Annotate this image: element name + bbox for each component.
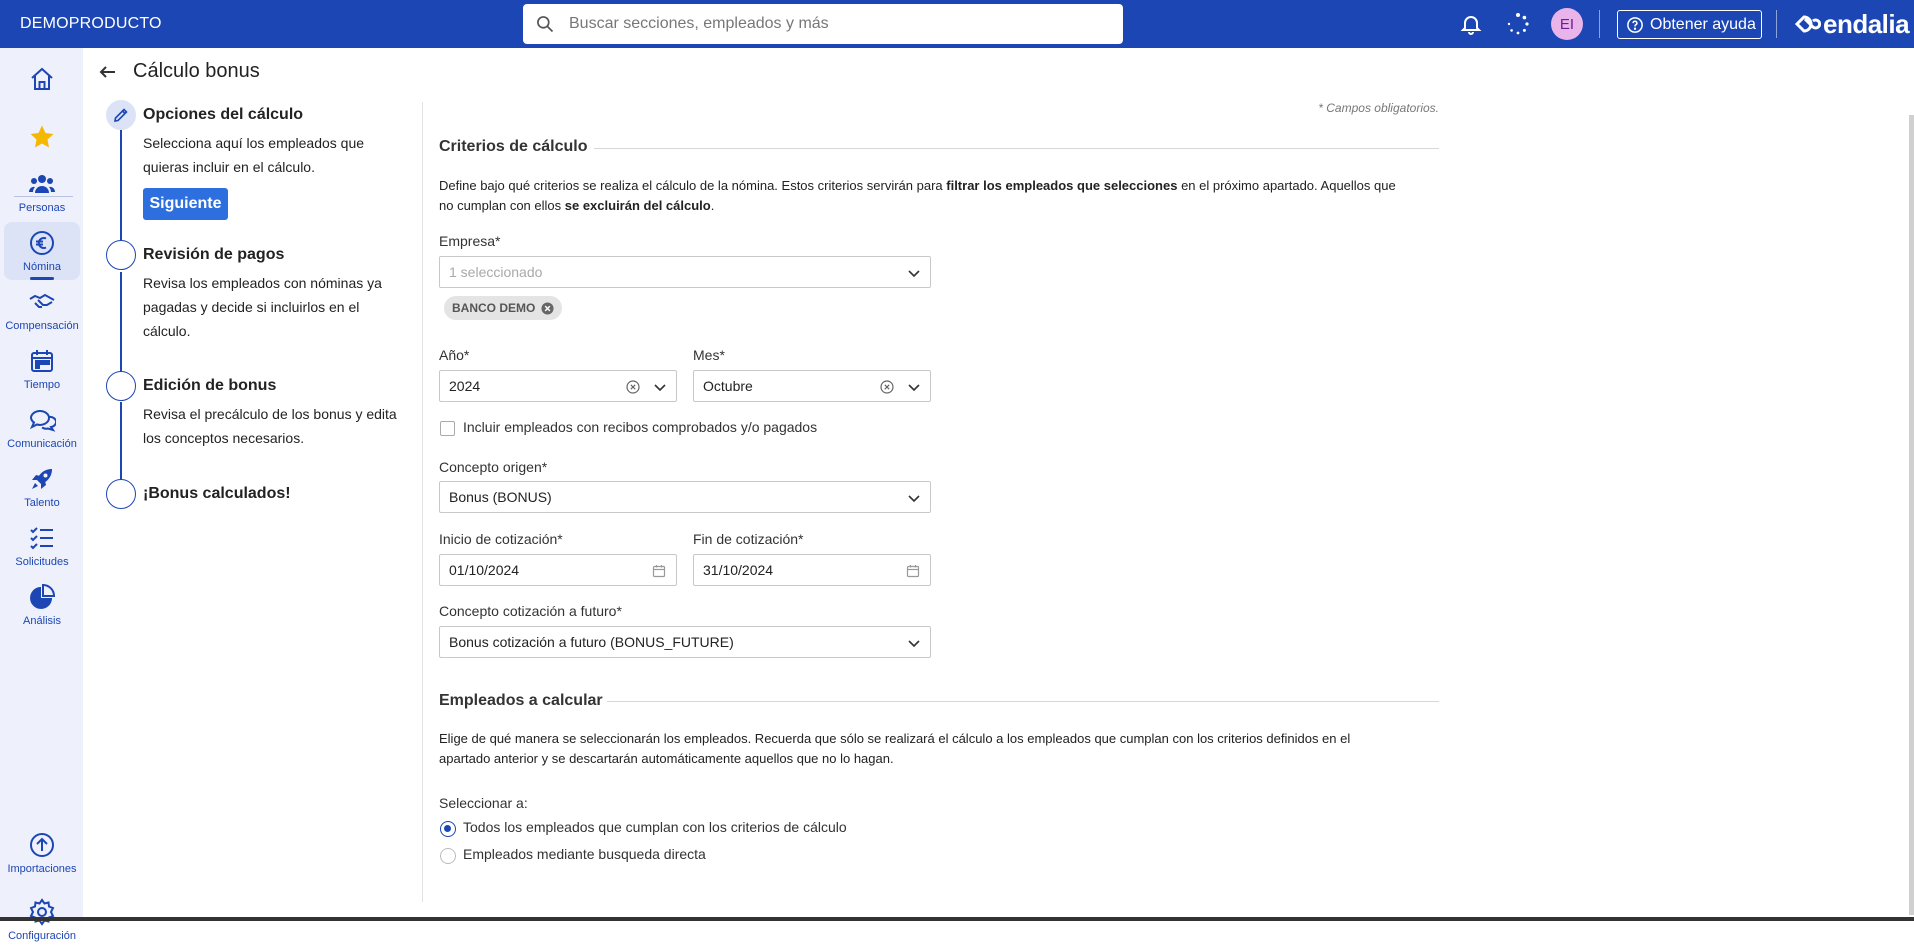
empresa-chip — [444, 296, 562, 320]
mes-select[interactable] — [693, 370, 931, 402]
chevron-down-icon — [652, 379, 668, 395]
empresa-label: Empresa* — [439, 233, 501, 249]
include-paid-checkbox[interactable] — [440, 421, 455, 436]
step-2-description: Revisa los empleados con nóminas ya pagadas y decide si incluirlos en el cálculo. — [143, 275, 382, 339]
inicio-cotizacion-date[interactable] — [439, 554, 677, 586]
sidebar-item-talento[interactable] — [4, 458, 80, 516]
bell-icon[interactable] — [1459, 12, 1483, 36]
employees-description: Elige de qué manera se seleccionarán los empleados. Recuerda que sólo se realizará el cálculo a los empleados que cumplan con los criterios definidos en el apartado anterior y se descartarán automáticamente aquellos que no lo hagan. — [439, 731, 1351, 766]
chip-label: BANCO DEMO — [452, 301, 536, 315]
logo-text: endalia — [1823, 8, 1910, 39]
step-2-title: Revisión de pagos — [143, 246, 285, 263]
anio-value: 2024 — [449, 378, 481, 394]
sidebar-item-favorites[interactable] — [4, 108, 80, 166]
handshake-icon — [28, 288, 56, 316]
chevron-down-icon — [906, 490, 922, 506]
home-icon — [28, 65, 56, 93]
fin-cotizacion-value: 31/10/2024 — [703, 562, 774, 578]
fin-cotizacion-date[interactable] — [693, 554, 931, 586]
help-button[interactable] — [1617, 10, 1762, 39]
search-icon — [535, 14, 555, 34]
active-indicator — [30, 277, 54, 280]
sidebar-item-home[interactable] — [4, 50, 80, 108]
step-3-indicator — [106, 371, 136, 401]
step-4-indicator — [106, 479, 136, 509]
pencil-icon — [112, 106, 130, 124]
divider — [1776, 10, 1777, 38]
anio-select[interactable] — [439, 370, 677, 402]
remove-chip-icon[interactable] — [541, 302, 554, 315]
step-1-description: Selecciona aquí los empleados que quieras incluir en el cálculo. — [143, 135, 365, 175]
empresa-placeholder: 1 seleccionado — [449, 264, 543, 280]
logo-mark-icon — [1791, 11, 1821, 37]
select-to-label: Seleccionar a: — [439, 795, 528, 811]
chat-icon — [28, 406, 56, 434]
sidebar-item-analisis[interactable] — [4, 576, 80, 634]
upload-icon — [28, 831, 56, 859]
page-title: Cálculo bonus — [133, 60, 260, 82]
concepto-origen-value: Bonus (BONUS) — [449, 489, 552, 505]
loading-spinner-icon — [1506, 12, 1530, 36]
concepto-origen-label: Concepto origen* — [439, 459, 548, 475]
step-1-indicator — [106, 100, 136, 130]
radio-all-employees[interactable] — [440, 821, 456, 837]
sidebar-item-importaciones[interactable] — [4, 824, 80, 882]
global-search-input[interactable] — [523, 4, 1123, 44]
step-connector — [120, 272, 122, 372]
checklist-icon — [28, 524, 56, 552]
radio-direct-search-label[interactable]: Empleados mediante busqueda directa — [463, 846, 706, 862]
chevron-down-icon — [906, 265, 922, 281]
sidebar-item-label: Importaciones — [7, 863, 77, 875]
bottom-edge — [0, 917, 1914, 921]
next-button[interactable]: Siguiente — [143, 188, 228, 220]
step-3-title: Edición de bonus — [143, 377, 277, 394]
criteria-description: Define bajo qué criterios se realiza el cálculo de la nómina. Estos criterios servirán para filtrar los empleados que selecciones en el próximo apartado. Aquellos que no cumplan con ellos se excluirán del cálculo. — [439, 178, 1396, 213]
search-placeholder: Buscar secciones, empleados y más — [569, 15, 829, 32]
fin-cotizacion-label: Fin de cotización* — [693, 531, 804, 547]
required-fields-note: * Campos obligatorios. — [1318, 101, 1439, 115]
clear-circle-icon[interactable] — [626, 380, 640, 394]
inicio-cotizacion-label: Inicio de cotización* — [439, 531, 563, 547]
people-icon — [28, 170, 56, 198]
gear-icon — [28, 898, 56, 926]
clear-circle-icon[interactable] — [880, 380, 894, 394]
employees-section-title: Empleados a calcular — [439, 692, 603, 709]
divider — [1599, 10, 1600, 38]
sidebar-item-comunicacion[interactable] — [4, 399, 80, 457]
sidebar-item-label: Tiempo — [23, 379, 61, 391]
step-connector — [120, 130, 122, 242]
concepto-futuro-value: Bonus cotización a futuro (BONUS_FUTURE) — [449, 634, 734, 650]
sidebar-item-label: Personas — [18, 202, 66, 214]
scrollbar[interactable] — [1909, 115, 1914, 915]
section-divider — [594, 148, 1439, 149]
sidebar — [0, 48, 83, 942]
sidebar-item-label: Solicitudes — [15, 556, 69, 568]
include-paid-label[interactable]: Incluir empleados con recibos comprobados y/o pagados — [463, 419, 818, 435]
endalia-logo[interactable] — [1791, 9, 1909, 39]
empresa-select[interactable] — [439, 256, 931, 288]
sidebar-item-label: Comunicación — [7, 438, 77, 450]
sidebar-item-personas[interactable] — [4, 163, 80, 221]
chevron-down-icon — [906, 379, 922, 395]
sidebar-item-label: Análisis — [23, 615, 61, 627]
concepto-futuro-label: Concepto cotización a futuro* — [439, 603, 622, 619]
rocket-icon — [28, 465, 56, 493]
sidebar-item-nomina[interactable] — [4, 222, 80, 280]
user-avatar[interactable]: EI — [1551, 8, 1583, 40]
question-circle-icon — [1626, 16, 1644, 34]
radio-all-employees-label[interactable]: Todos los empleados que cumplan con los criterios de cálculo — [463, 819, 847, 835]
step-1-title: Opciones del cálculo — [143, 106, 304, 123]
concepto-futuro-select[interactable] — [439, 626, 931, 658]
top-bar — [0, 0, 1914, 48]
criteria-section-title: Criterios de cálculo — [439, 138, 588, 155]
euro-icon — [28, 229, 56, 257]
sidebar-item-label: Nómina — [23, 261, 61, 273]
sidebar-item-label: Talento — [24, 497, 60, 509]
section-divider — [607, 701, 1439, 702]
chevron-down-icon — [906, 635, 922, 651]
company-name[interactable]: DEMOPRODUCTO — [20, 15, 162, 32]
star-icon — [28, 123, 56, 151]
inicio-cotizacion-value: 01/10/2024 — [449, 562, 520, 578]
help-label: Obtener ayuda — [1650, 15, 1756, 33]
back-arrow-icon[interactable] — [98, 62, 118, 82]
radio-direct-search[interactable] — [440, 848, 456, 864]
calendar-icon — [28, 347, 56, 375]
step-2-indicator — [106, 240, 136, 270]
calendar-icon[interactable] — [906, 564, 920, 578]
anio-label: Año* — [439, 347, 470, 363]
pie-chart-icon — [28, 583, 56, 611]
mes-value: Octubre — [703, 378, 753, 394]
sidebar-item-solicitudes[interactable] — [4, 517, 80, 575]
sidebar-item-label: Compensación — [5, 320, 79, 332]
sidebar-item-label: Configuración — [8, 930, 76, 942]
sidebar-item-compensacion[interactable] — [4, 281, 80, 339]
sidebar-item-tiempo[interactable] — [4, 340, 80, 398]
mes-label: Mes* — [693, 347, 725, 363]
step-4-title: ¡Bonus calculados! — [143, 485, 291, 502]
panel-divider — [422, 102, 423, 902]
concepto-origen-select[interactable] — [439, 481, 931, 513]
step-3-description: Revisa el precálculo de los bonus y edita los conceptos necesarios. — [143, 406, 397, 446]
calendar-icon[interactable] — [652, 564, 666, 578]
